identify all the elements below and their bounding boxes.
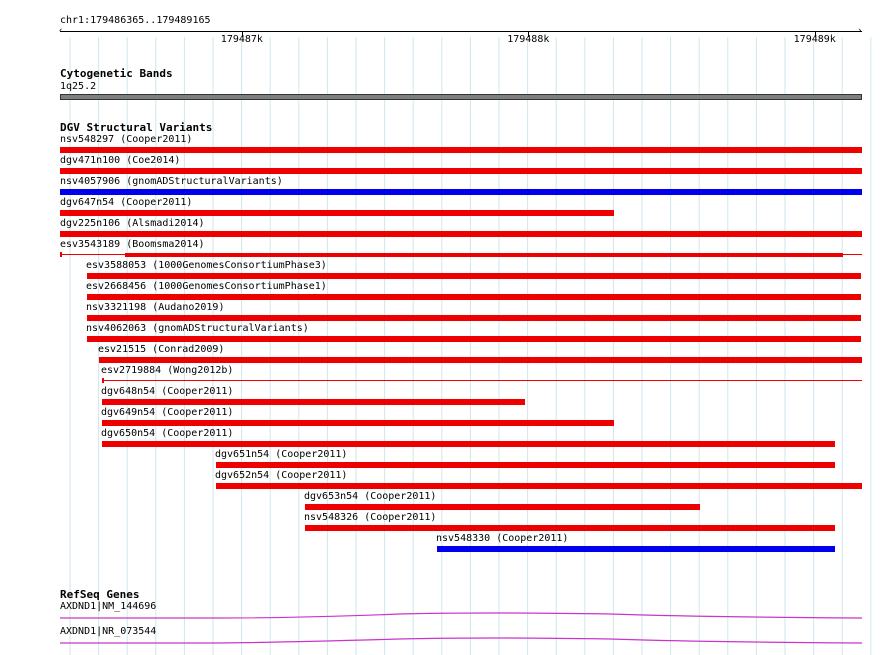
gene-label[interactable]: AXDND1|NM_144696 bbox=[60, 601, 157, 612]
ruler-tick-label: 179487k bbox=[220, 34, 263, 45]
variant-bar[interactable] bbox=[216, 483, 862, 489]
variant-bar[interactable] bbox=[60, 168, 862, 174]
variant-label[interactable]: dgv651n54 (Cooper2011) bbox=[215, 449, 348, 460]
variant-bar[interactable] bbox=[87, 273, 861, 279]
variant-label[interactable]: dgv652n54 (Cooper2011) bbox=[215, 470, 348, 481]
ruler-axis[interactable] bbox=[60, 31, 862, 32]
variant-label[interactable]: esv3588053 (1000GenomesConsortiumPhase3) bbox=[86, 260, 327, 271]
dgv-track-title: DGV Structural Variants bbox=[60, 121, 213, 134]
cytoband-bar[interactable] bbox=[60, 94, 862, 100]
variant-bar[interactable] bbox=[102, 420, 614, 426]
variant-bar[interactable] bbox=[437, 546, 835, 552]
refseq-track-title: RefSeq Genes bbox=[60, 588, 140, 601]
variant-label[interactable]: esv2719884 (Wong2012b) bbox=[101, 365, 234, 376]
variant-bar[interactable] bbox=[60, 210, 614, 216]
variant-bar[interactable] bbox=[60, 147, 862, 153]
gene-model-line bbox=[60, 638, 862, 643]
variant-label[interactable]: esv2668456 (1000GenomesConsortiumPhase1) bbox=[86, 281, 327, 292]
cytogenetic-track-title: Cytogenetic Bands bbox=[60, 67, 173, 80]
variant-label[interactable]: dgv650n54 (Cooper2011) bbox=[101, 428, 234, 439]
gene-label[interactable]: AXDND1|NR_073544 bbox=[60, 626, 157, 637]
variant-label[interactable]: dgv647n54 (Cooper2011) bbox=[60, 197, 193, 208]
variant-thin-line[interactable] bbox=[102, 380, 862, 381]
ruler-right-arrow-icon: › bbox=[857, 26, 863, 36]
variant-label[interactable]: nsv4062063 (gnomADStructuralVariants) bbox=[86, 323, 309, 334]
variant-bar[interactable] bbox=[305, 504, 700, 510]
variant-label[interactable]: dgv471n100 (Coe2014) bbox=[60, 155, 181, 166]
variant-bar[interactable] bbox=[305, 525, 835, 531]
variant-label[interactable]: esv3543189 (Boomsma2014) bbox=[60, 239, 205, 250]
refseq-gene-models bbox=[0, 600, 890, 650]
variant-label[interactable]: nsv4057906 (gnomADStructuralVariants) bbox=[60, 176, 283, 187]
variant-label[interactable]: dgv649n54 (Cooper2011) bbox=[101, 407, 234, 418]
variant-label[interactable]: nsv548326 (Cooper2011) bbox=[304, 512, 437, 523]
variant-label[interactable]: nsv548297 (Cooper2011) bbox=[60, 134, 193, 145]
variant-bar[interactable] bbox=[87, 294, 861, 300]
ruler-location-label: chr1:179486365..179489165 bbox=[60, 15, 211, 26]
cytoband-label: 1q25.2 bbox=[60, 81, 97, 92]
variant-endcap bbox=[102, 378, 104, 383]
variant-label[interactable]: dgv653n54 (Cooper2011) bbox=[304, 491, 437, 502]
variant-bar[interactable] bbox=[216, 462, 835, 468]
ruler-tick-label: 179489k bbox=[793, 34, 836, 45]
variant-bar[interactable] bbox=[87, 336, 861, 342]
variant-label[interactable]: esv21515 (Conrad2009) bbox=[98, 344, 225, 355]
ruler-left-arrow-icon: ‹ bbox=[58, 26, 64, 36]
gene-model-line bbox=[60, 613, 862, 618]
variant-label[interactable]: nsv548330 (Cooper2011) bbox=[436, 533, 569, 544]
variant-bar[interactable] bbox=[102, 399, 525, 405]
variant-bar[interactable] bbox=[60, 189, 862, 195]
variant-label[interactable]: dgv648n54 (Cooper2011) bbox=[101, 386, 234, 397]
variant-label[interactable]: dgv225n106 (Alsmadi2014) bbox=[60, 218, 205, 229]
variant-bar[interactable] bbox=[87, 315, 861, 321]
variant-bar[interactable] bbox=[99, 357, 862, 363]
variant-endcap bbox=[60, 252, 62, 257]
variant-bar[interactable] bbox=[60, 231, 862, 237]
variant-bar[interactable] bbox=[125, 253, 843, 257]
ruler-tick-label: 179488k bbox=[507, 34, 550, 45]
variant-label[interactable]: nsv3321198 (Audano2019) bbox=[86, 302, 225, 313]
variant-bar[interactable] bbox=[102, 441, 835, 447]
